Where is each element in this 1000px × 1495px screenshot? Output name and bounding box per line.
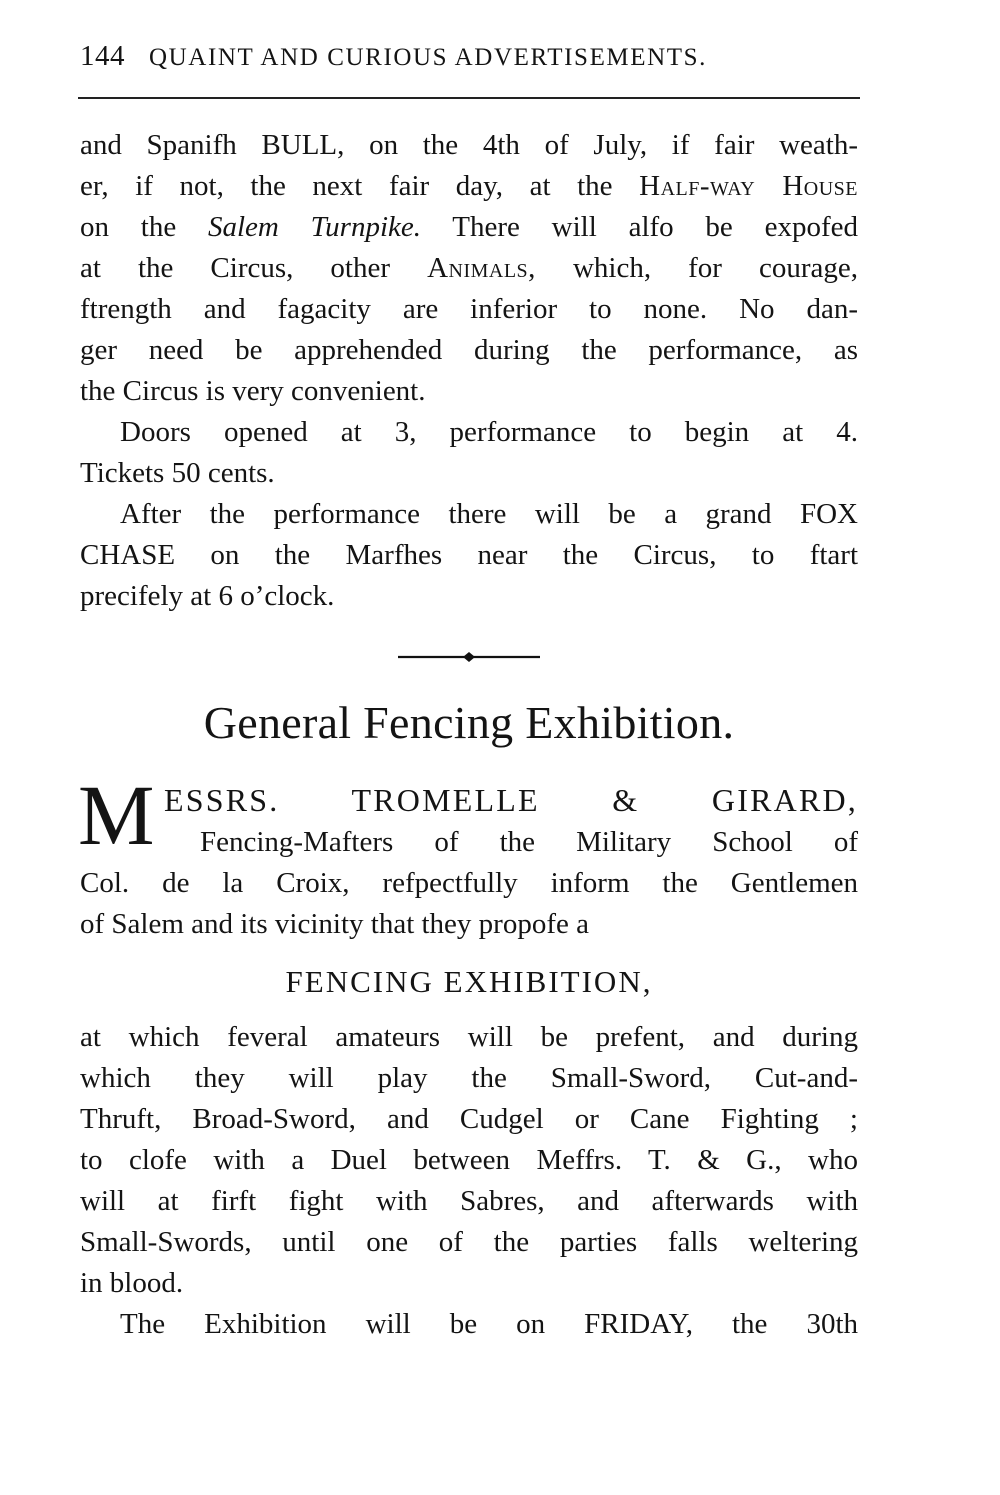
section-title: General Fencing Exhibition. bbox=[203, 697, 735, 748]
fencing-exhibition-heading: FENCING EXHIBITION, bbox=[285, 964, 653, 999]
running-head bbox=[80, 40, 860, 73]
continued-line-3b: There will alfo be expofed bbox=[452, 211, 858, 243]
continued-line-3a: on the bbox=[80, 211, 177, 243]
drop-cap: M bbox=[78, 767, 155, 863]
friday-line-1: The Exhibition will be on FRIDAY, the 30th bbox=[120, 1308, 858, 1340]
continued-line-4a: at the Circus, other bbox=[80, 252, 391, 284]
ornament-divider bbox=[398, 652, 540, 662]
page-number: 144 bbox=[80, 40, 125, 72]
body-line-1: at which feveral amateurs will be prefent, and during bbox=[80, 1021, 858, 1053]
continued-line-3 bbox=[80, 207, 858, 248]
continued-line-1: and Spanifh BULL, on the 4th of July, if fair weath- bbox=[80, 129, 858, 161]
article-line-3: Col. de la Croix, refpectfully inform the Gentlemen bbox=[80, 867, 858, 899]
body-line-3: Thruft, Broad-Sword, and Cudgel or Cane Fighting ; bbox=[80, 1103, 858, 1135]
continued-line-2 bbox=[80, 166, 858, 207]
continued-line-4b: which, for courage, bbox=[572, 252, 859, 284]
after-line-1: After the performance there will be a grand FOX bbox=[120, 498, 858, 530]
body-line-2: which they will play the Small-Sword, Cut-and- bbox=[80, 1062, 858, 1094]
continued-line-6: ger need be apprehended during the performance, as bbox=[80, 334, 858, 366]
continued-line-4 bbox=[80, 248, 858, 289]
doors-line-2: Tickets 50 cents. bbox=[80, 457, 275, 489]
article-line-2: Fencing-Mafters of the Military School of bbox=[200, 826, 858, 858]
body-line-5: will at firft fight with Sabres, and afterwards with bbox=[80, 1185, 858, 1217]
after-line-2: CHASE on the Marfhes near the Circus, to ftart bbox=[80, 539, 858, 571]
continued-line-7: the Circus is very convenient. bbox=[80, 375, 426, 407]
after-line-3: precifely at 6 o’clock. bbox=[80, 580, 335, 612]
continued-line-5: ftrength and fagacity are inferior to none. No dan- bbox=[80, 293, 858, 325]
body-line-4: to clofe with a Duel between Meffrs. T. & G., who bbox=[80, 1144, 858, 1176]
animals: Animals, bbox=[427, 252, 536, 284]
salem-turnpike: Salem Turnpike. bbox=[208, 211, 422, 243]
continued-line-2-text: er, if not, the next fair day, at the bbox=[80, 170, 613, 202]
doors-line-1: Doors opened at 3, performance to begin at 4. bbox=[120, 416, 858, 448]
header-rule bbox=[78, 97, 860, 99]
body-line-7: in blood. bbox=[80, 1267, 184, 1299]
article-line-1: ESSRS. TROMELLE & GIRARD, bbox=[164, 782, 858, 818]
article-line-4: of Salem and its vicinity that they propofe a bbox=[80, 908, 589, 940]
body-line-6: Small-Swords, until one of the parties falls weltering bbox=[80, 1226, 858, 1258]
running-head-title: QUAINT AND CURIOUS ADVERTISEMENTS. bbox=[149, 44, 708, 71]
half-way-house: Half-way House bbox=[639, 170, 859, 202]
